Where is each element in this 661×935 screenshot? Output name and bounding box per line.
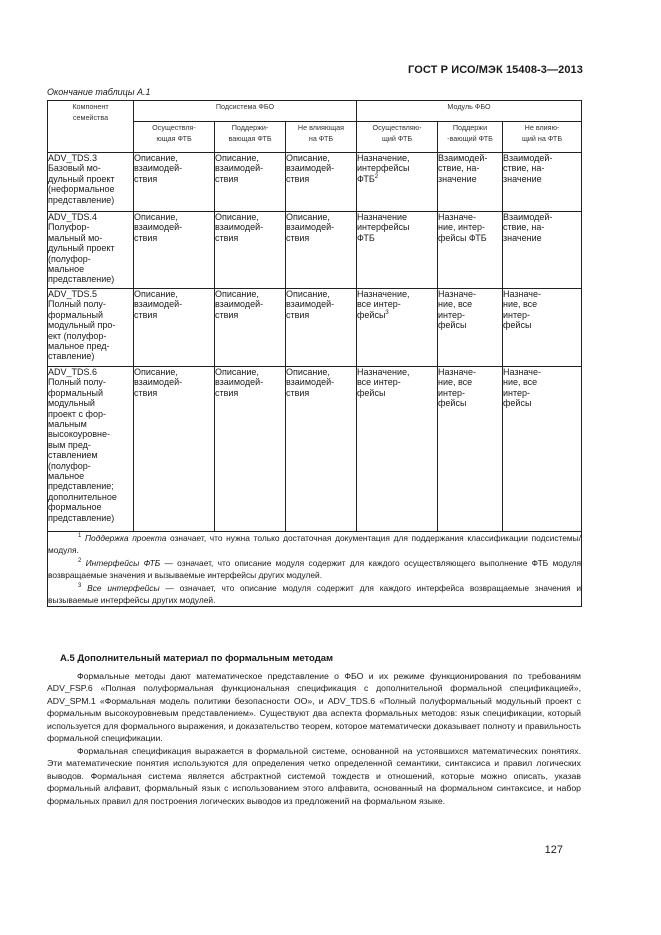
footnote-ref: 3 <box>385 309 389 316</box>
table-cell: Назначе- ние, все интер- фейсы <box>438 367 503 532</box>
table-cell: Описание, взаимодей- ствия <box>286 212 357 289</box>
header-component: Компонент семейства <box>48 101 134 153</box>
table-cell: Взаимодей- ствие, на- значение <box>438 153 503 212</box>
table-cell: Описание, взаимодей- ствия <box>134 212 215 289</box>
header-group-subsystem: Подсистема ФБО <box>134 101 357 122</box>
body-paragraph: Формальная спецификация выражается в формальной системе, основанной на устоявшихся математических понятиях. Эти математические понятия используются для определения четко определенной семантики, синтаксиса и правил логических выводов. Формальная система является абстрактной системой тождеств и отношений, которые можно описать, указав формальный алфавит, формальный язык с использованием этого алфавита, основанный на формальном синтаксисе, и набор формальных правил для построения логических выводов из предложений на формальном языке. <box>47 746 581 806</box>
subheader: Поддержи- вающая ФТБ <box>215 122 286 153</box>
table-cell: Назначение, все интер- фейсы$^3$ <box>357 289 438 367</box>
body-paragraph: Формальные методы дают математическое представление о ФБО и их режиме функционирования по требованиям ADV_FSP.6 «Полная полуформальная функциональная спецификация с дополнительной формальной спецификацией», ADV_SPM.1 «Формальная модель политики безопасности ОО», и ADV_TDS.6 «Полный полуформальный модульный проект с формальным высокоуровневым представлением». Существуют два аспекта формальных методов: язык спецификации, который используется для формального выражения, и доказательство теорем, которое математически доказывает полноту и правильность формальной спецификации. <box>47 671 581 744</box>
table-cell: ADV_TDS.4 Полуфор- мальный мо- дульный проект (полуфор- мальное представление) <box>48 212 134 289</box>
subheader: Поддержи -вающий ФТБ <box>438 122 503 153</box>
table-cell: Описание, взаимодей- ствия <box>215 153 286 212</box>
table-row <box>48 153 582 212</box>
document-id-header: ГОСТ Р ИСО/МЭК 15408-3—2013 <box>408 64 583 76</box>
subheader: Не влияющая на ФТБ <box>286 122 357 153</box>
table-cell: Назначе- ние, интер- фейсы ФТБ <box>438 212 503 289</box>
table-cell: Описание, взаимодей- ствия <box>134 153 215 212</box>
subheader: Осуществляю- щий ФТБ <box>357 122 438 153</box>
table-cell: Назначе- ние, все интер- фейсы <box>438 289 503 367</box>
table-cell: Описание, взаимодей- ствия <box>286 289 357 367</box>
table-cell: Взаимодей- ствие, на- значение <box>503 153 582 212</box>
table-cell: ADV_TDS.6 Полный полу- формальный модульный проект с фор- мальным высокоуровне- вым пред- ставлением (полуфор- мальное представление; дополнительное формальное представление) <box>48 367 134 532</box>
footnote-ref: 2 <box>374 173 379 180</box>
header-group-module: Модуль ФБО <box>357 101 582 122</box>
table-cell: Описание, взаимодей- ствия <box>286 153 357 212</box>
table-cell: Назначе- ние, все интер- фейсы <box>503 289 582 367</box>
table-cell: ADV_TDS.5 Полный полу- формальный модульный про- ект (полуфор- мальное пред- ставление) <box>48 289 134 367</box>
table-cell: Описание, взаимодей- ствия <box>215 367 286 532</box>
subheader: Осуществля- ющая ФТБ <box>134 122 215 153</box>
table-cell: Описание, взаимодей- ствия <box>134 289 215 367</box>
table-cell: Описание, взаимодей- ствия <box>286 367 357 532</box>
table-cell: Описание, взаимодей- ствия <box>215 212 286 289</box>
table-row <box>48 367 582 532</box>
table-cell: Назначение, интерфейсы ФТБ$^2$ <box>357 153 438 212</box>
table-cell: Взаимодей- ствие, на- значение <box>503 212 582 289</box>
subheader: Не влияю- щий на ФТБ <box>503 122 582 153</box>
table-notes-row <box>48 532 582 607</box>
table-cell: Назначение, все интер- фейсы <box>357 367 438 532</box>
footnote: $^3$ Все интерфейсы — означает, что описание модуля содержит для каждого интерфейса возвращаемые значения и вызываемые интерфейсы других модулей. <box>48 582 582 606</box>
section-title: А.5 Дополнительный материал по формальным методам <box>60 653 334 664</box>
table-row <box>48 212 582 289</box>
table-cell: Описание, взаимодей- ствия <box>134 367 215 532</box>
table-caption: Окончание таблицы А.1 <box>47 87 151 97</box>
footnote: $^1$ Поддержка проекта означает, что нужна только достаточная документация для поддержания классификации подсистемы/модуля. <box>48 533 582 556</box>
table-cell: Описание, взаимодей- ствия <box>215 289 286 367</box>
table-notes <box>48 532 582 607</box>
footnote: $^2$ Интерфейсы ФТБ — означает, что описание модуля содержит для каждого осуществляющего выполнение ФТБ модуля возвращаемые значения и вызываемые интерфейсы других модулей. <box>48 557 582 581</box>
table-row <box>48 289 582 367</box>
page-number: 127 <box>544 844 563 856</box>
component-table <box>47 100 582 607</box>
table-cell: ADV_TDS.3 Базовый мо- дульный проект (неформальное представление) <box>48 153 134 212</box>
table-cell: Назначение интерфейсы ФТБ <box>357 212 438 289</box>
table-cell: Назначе- ние, все интер- фейсы <box>503 367 582 532</box>
